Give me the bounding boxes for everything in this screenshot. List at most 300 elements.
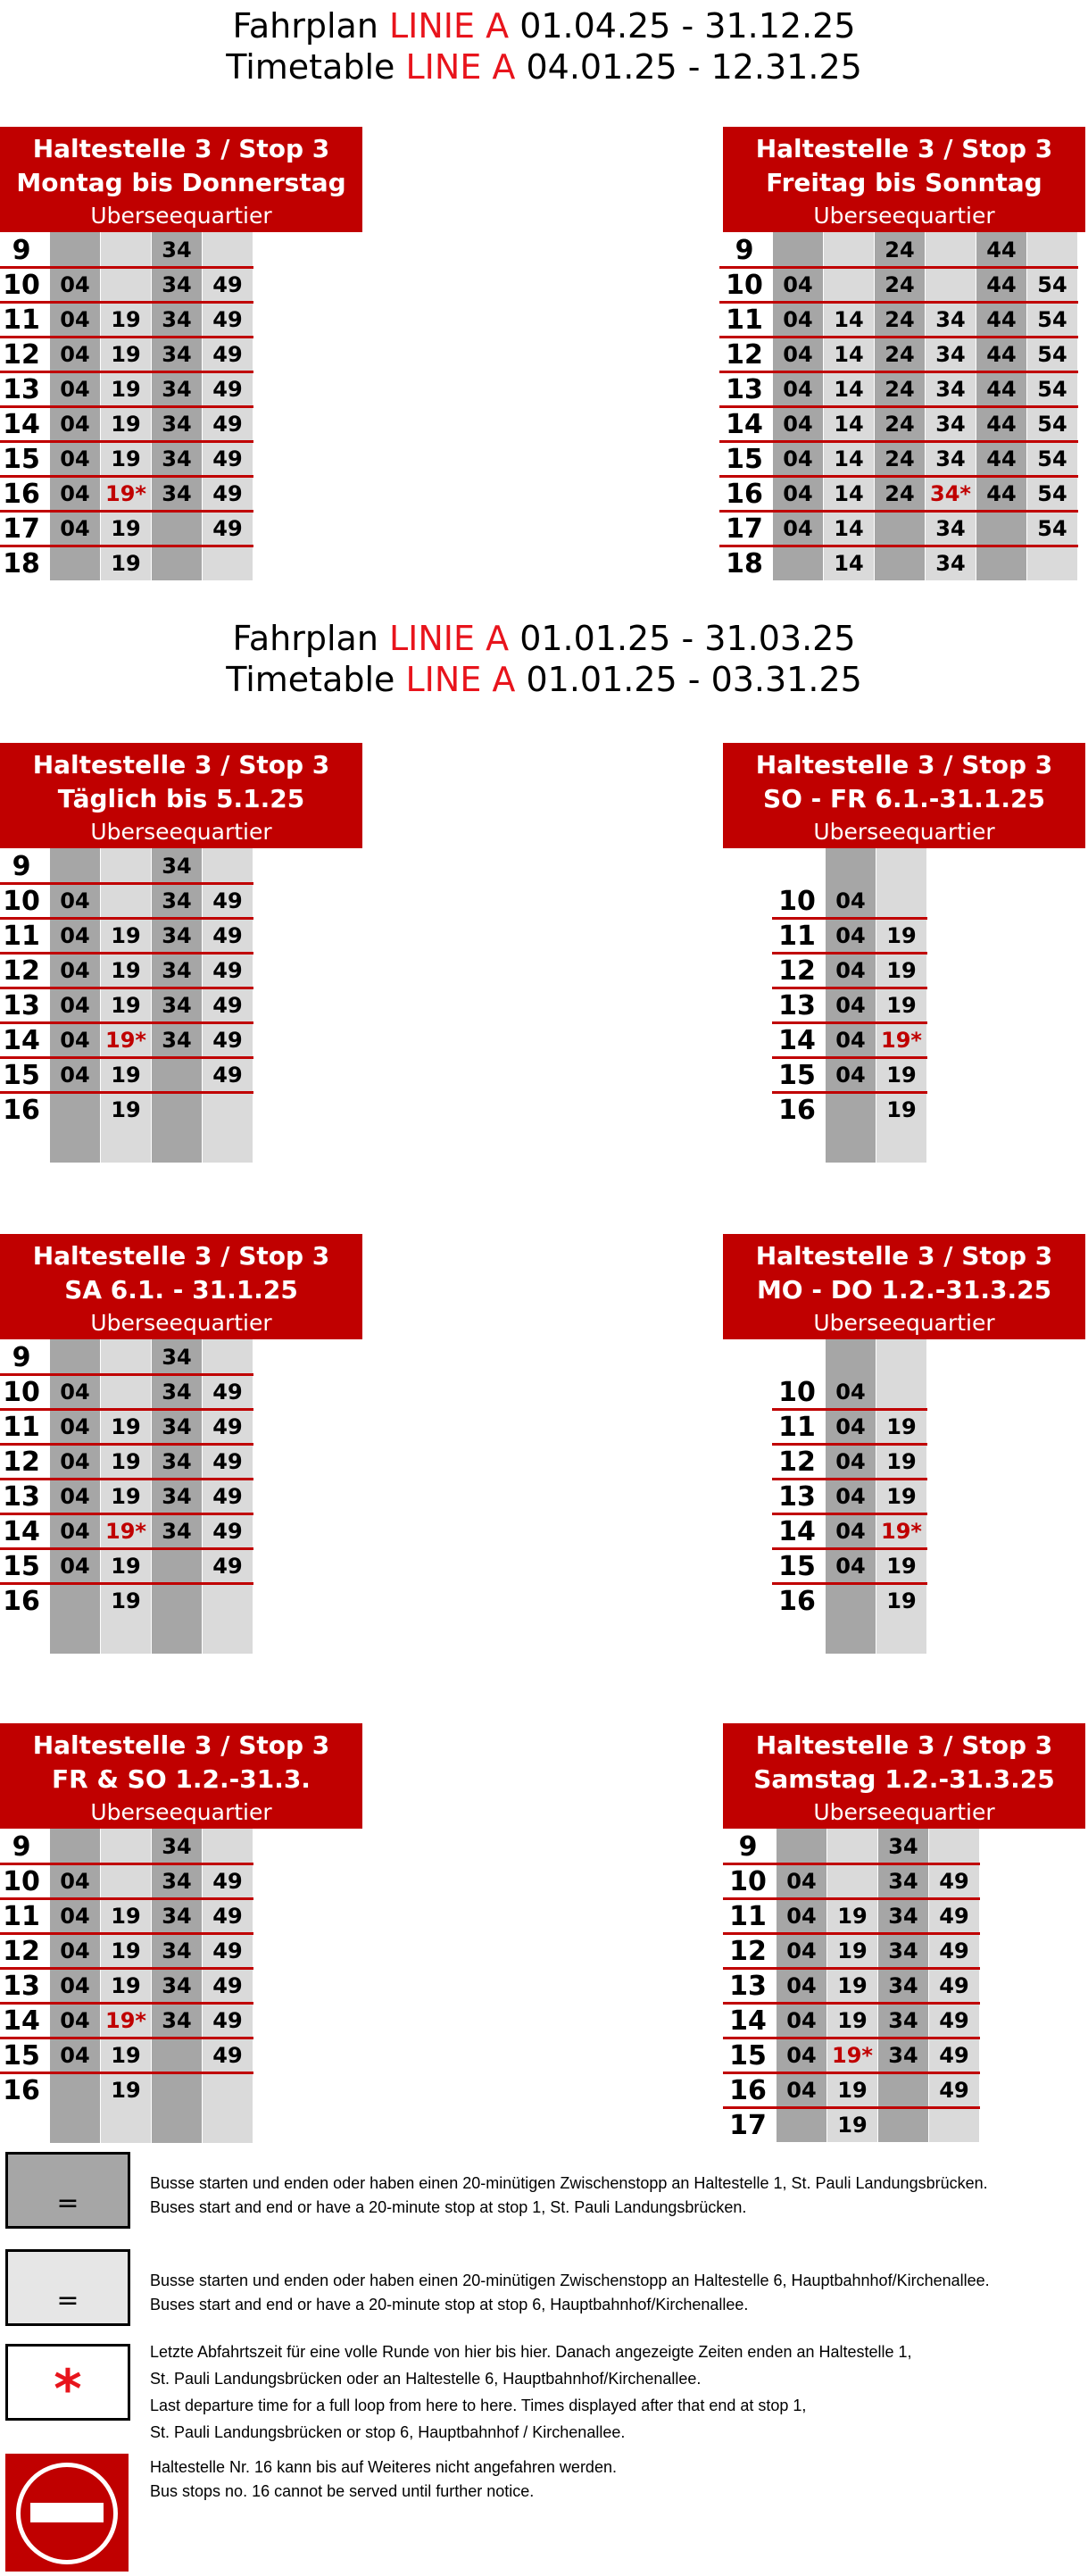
- period-1-english-dates: 04.01.25 - 12.31.25: [515, 47, 862, 87]
- hour-label: 11: [3, 1901, 40, 1932]
- departure-minute: [926, 267, 976, 302]
- last-loop-departure: 19*: [105, 1519, 146, 1544]
- last-loop-departure: 19*: [881, 1519, 922, 1544]
- hour-label: 12: [3, 1936, 40, 1967]
- departure-minute: 34: [162, 342, 192, 367]
- hour-label: 14: [3, 2005, 40, 2037]
- departure-minute: 04: [835, 1028, 866, 1053]
- period-1-english-label: Timetable: [226, 47, 406, 87]
- departure-minute: 14: [834, 377, 864, 402]
- departure-minute: 49: [212, 2008, 243, 2033]
- timetable-row: [772, 1057, 927, 1092]
- departure-minute: 19: [111, 1484, 141, 1509]
- timetable-row: [0, 511, 253, 546]
- departure-minute: [826, 1092, 876, 1127]
- departure-minute: 04: [60, 923, 90, 948]
- last-loop-departure: 34*: [930, 481, 971, 506]
- timetable-row: [0, 1022, 253, 1057]
- hour-label: 10: [778, 886, 816, 917]
- departure-minute: 49: [212, 272, 243, 297]
- asterisk-icon: *: [54, 2358, 82, 2421]
- timetable-row: [723, 2038, 980, 2072]
- hour-label: 10: [729, 1866, 767, 1897]
- hour-label: 11: [729, 1901, 767, 1932]
- departure-minute: 19: [837, 1938, 868, 1963]
- hour-label: 16: [778, 1095, 816, 1126]
- timetable-row: [0, 1057, 253, 1092]
- legend-dark-swatch: [5, 2152, 130, 2229]
- legend-star-swatch: [5, 2344, 130, 2421]
- timetable-row: [723, 2072, 980, 2107]
- departure-minute: 34: [162, 412, 192, 437]
- departure-minute: 49: [212, 342, 243, 367]
- hour-label: 16: [3, 2075, 40, 2106]
- departure-minute: [1027, 232, 1077, 267]
- service-days: Freitag bis Sonntag: [766, 168, 1042, 197]
- stop-name: Uberseequartier: [90, 1310, 272, 1336]
- departure-minute: 19: [837, 1973, 868, 1998]
- departure-minute: [1027, 546, 1077, 580]
- departure-minute: 19: [111, 1938, 141, 1963]
- departure-minute: 44: [986, 307, 1017, 332]
- timetable-row: [772, 1092, 927, 1127]
- last-loop-departure: 19*: [105, 1028, 146, 1053]
- hour-label: 15: [726, 444, 763, 475]
- departure-minute: [152, 2038, 202, 2072]
- departure-minute: 04: [835, 1554, 866, 1579]
- stop-name: Uberseequartier: [813, 1799, 995, 1825]
- departure-minute: 04: [60, 2043, 90, 2068]
- departure-minute: 19: [886, 1097, 917, 1122]
- departure-minute: 19: [886, 1414, 917, 1439]
- departure-minute: 04: [60, 1028, 90, 1053]
- hour-label: 14: [3, 409, 40, 440]
- timetable-row: [772, 1022, 927, 1057]
- departure-minute: 34: [888, 1973, 918, 1998]
- departure-minute: 14: [834, 481, 864, 506]
- period-1-english-line: LINE A: [405, 47, 516, 87]
- stop-title: Haltestelle 3 / Stop 3: [32, 750, 330, 779]
- departure-minute: 04: [60, 1380, 90, 1405]
- timetable-row: [0, 1409, 253, 1444]
- departure-minute: 34: [888, 1869, 918, 1894]
- timetable-row: [723, 1898, 980, 1933]
- departure-minute: [827, 1829, 877, 1863]
- departure-minute: 19: [111, 1973, 141, 1998]
- hour-label: 18: [726, 548, 763, 579]
- legend-dark-english: Buses start and end or have a 20-minute stop at stop 1, St. Pauli Landungsbrücken.: [150, 2198, 747, 2216]
- period-heading-2: [0, 618, 1088, 700]
- timetable-row: [0, 2038, 253, 2072]
- departure-minute: [203, 1092, 253, 1127]
- legend-dark-german: Busse starten und enden oder haben einen 20-minütigen Zwischenstopp an Haltestelle 1, St. Pauli Landungsbrücken.: [150, 2174, 988, 2192]
- stop-title: Haltestelle 3 / Stop 3: [32, 1241, 330, 1271]
- timetable-row: [0, 883, 253, 918]
- departure-minute: 04: [60, 958, 90, 983]
- hour-label: 14: [3, 1516, 40, 1547]
- departure-minute: 19: [886, 993, 917, 1018]
- hour-label: 14: [3, 1025, 40, 1056]
- hour-label: 9: [12, 235, 31, 266]
- departure-minute: [773, 232, 823, 267]
- departure-minute: [876, 883, 926, 918]
- departure-minute: 49: [212, 958, 243, 983]
- departure-minute: 34: [162, 1345, 192, 1370]
- hour-label: 10: [3, 1866, 40, 1897]
- timetable-row: [0, 2003, 253, 2038]
- departure-minute: 34: [162, 1484, 192, 1509]
- departure-minute: 54: [1037, 412, 1067, 437]
- period-2-english-line: LINE A: [405, 660, 516, 699]
- departure-minute: 34: [162, 307, 192, 332]
- departure-minute: 49: [212, 1063, 243, 1088]
- departure-minute: 34: [162, 1869, 192, 1894]
- departure-minute: 34: [162, 481, 192, 506]
- hour-label: 13: [3, 1481, 40, 1513]
- departure-minute: 19: [886, 1588, 917, 1613]
- departure-minute: 49: [212, 1519, 243, 1544]
- period-1-german-label: Fahrplan: [232, 6, 389, 46]
- timetable-row: [0, 1339, 253, 1374]
- timetable-row: [719, 337, 1078, 371]
- timetable-row: [772, 1409, 927, 1444]
- departure-minute: 34: [162, 1414, 192, 1439]
- timetable-row: [772, 918, 927, 953]
- timetable-row: [0, 1829, 253, 1863]
- timetable-row: [0, 302, 253, 337]
- no-entry-bar: [30, 2503, 104, 2522]
- departure-minute: 49: [212, 1869, 243, 1894]
- no-entry-icon: [5, 2454, 129, 2572]
- departure-minute: 34: [935, 342, 966, 367]
- timetable-row: [772, 1479, 927, 1513]
- departure-minute: 04: [60, 1973, 90, 1998]
- departure-minute: 04: [60, 1449, 90, 1474]
- departure-minute: [203, 546, 253, 580]
- hour-label: 12: [3, 955, 40, 987]
- service-days: Montag bis Donnerstag: [16, 168, 346, 197]
- departure-minute: 34: [162, 272, 192, 297]
- departure-minute: 19: [886, 958, 917, 983]
- timetable-header: [0, 1723, 362, 1829]
- departure-minute: 44: [986, 412, 1017, 437]
- timetable-row: [0, 337, 253, 371]
- departure-minute: 04: [60, 2008, 90, 2033]
- timetable-header: [723, 127, 1085, 232]
- timetable-row: [0, 1479, 253, 1513]
- departure-minute: [50, 1583, 100, 1618]
- departure-minute: 24: [885, 272, 915, 297]
- departure-minute: 04: [60, 1869, 90, 1894]
- period-heading-1: [0, 5, 1088, 88]
- departure-minute: [203, 1829, 253, 1863]
- departure-minute: 49: [212, 1380, 243, 1405]
- departure-minute: 04: [835, 1484, 866, 1509]
- departure-minute: 49: [212, 1484, 243, 1509]
- hour-label: 11: [3, 304, 40, 336]
- timetable-header: [723, 1234, 1085, 1339]
- departure-minute: 14: [834, 446, 864, 471]
- departure-minute: 34: [162, 923, 192, 948]
- timetable-row: [0, 1863, 253, 1898]
- departure-minute: 49: [212, 516, 243, 541]
- hour-label: 12: [726, 339, 763, 371]
- legend-light-german: Busse starten und enden oder haben einen 20-minütigen Zwischenstopp an Haltestelle 6, Hauptbahnhof/Kirchenallee.: [150, 2272, 990, 2289]
- stop-name: Uberseequartier: [90, 203, 272, 229]
- departure-minute: 19: [886, 1554, 917, 1579]
- departure-minute: 49: [212, 1554, 243, 1579]
- departure-minute: 34: [935, 446, 966, 471]
- departure-minute: 19: [111, 1097, 141, 1122]
- hour-label: 11: [3, 1412, 40, 1443]
- timetable-row: [0, 953, 253, 988]
- legend-light-english: Buses start and end or have a 20-minute stop at stop 6, Hauptbahnhof/Kirchenallee.: [150, 2296, 749, 2313]
- legend-star-line-2: St. Pauli Landungsbrücken oder an Haltestelle 6, Hauptbahnhof/Kirchenallee.: [150, 2370, 702, 2388]
- departure-minute: [101, 267, 151, 302]
- legend-noentry-text: [150, 2455, 1078, 2504]
- timetable-row: [723, 1863, 980, 1898]
- departure-minute: 19: [111, 993, 141, 1018]
- last-loop-departure: 19*: [105, 481, 146, 506]
- service-days: MO - DO 1.2.-31.3.25: [756, 1275, 1052, 1305]
- departure-minute: 04: [786, 2008, 817, 2033]
- departure-minute: 04: [835, 923, 866, 948]
- departure-minute: 34: [162, 1834, 192, 1859]
- departure-minute: 49: [212, 446, 243, 471]
- departure-minute: [152, 2072, 202, 2107]
- period-2-german: [0, 618, 1088, 659]
- departure-minute: 34: [935, 412, 966, 437]
- timetable-box-fri-sun-feb-mar: [0, 1723, 362, 2106]
- departure-minute: 34: [162, 958, 192, 983]
- departure-minute: [101, 1339, 151, 1374]
- departure-minute: [777, 1829, 826, 1863]
- hour-label: 13: [778, 1481, 816, 1513]
- departure-minute: [926, 232, 976, 267]
- departure-minute: 44: [986, 342, 1017, 367]
- departure-minute: 19: [111, 1449, 141, 1474]
- departure-minute: [773, 546, 823, 580]
- departure-minute: 24: [885, 342, 915, 367]
- hour-label: 13: [729, 1971, 767, 2002]
- departure-minute: 54: [1037, 272, 1067, 297]
- departure-minute: 19: [111, 1554, 141, 1579]
- departure-minute: 04: [60, 1484, 90, 1509]
- hour-label: 17: [3, 513, 40, 545]
- timetable-row: [0, 1548, 253, 1583]
- timetable-row: [0, 1374, 253, 1409]
- departure-minute: 49: [939, 2043, 969, 2068]
- hour-label: 10: [726, 270, 763, 301]
- timetable-header: [0, 1234, 362, 1339]
- departure-minute: 04: [835, 1063, 866, 1088]
- departure-minute: 49: [212, 888, 243, 913]
- departure-minute: [101, 848, 151, 883]
- departure-minute: 19: [886, 1063, 917, 1088]
- timetable-row: [772, 1513, 927, 1548]
- timetable-row: [0, 371, 253, 406]
- hour-label: 11: [3, 921, 40, 952]
- departure-minute: [875, 511, 925, 546]
- departure-minute: 19: [837, 1904, 868, 1929]
- departure-minute: 04: [60, 481, 90, 506]
- departure-minute: 49: [212, 377, 243, 402]
- departure-minute: 04: [60, 377, 90, 402]
- period-1-german-dates: 01.04.25 - 31.12.25: [509, 6, 856, 46]
- legend-dark-equals: =: [56, 2188, 79, 2219]
- last-loop-departure: 19*: [832, 2043, 873, 2068]
- departure-minute: 04: [60, 307, 90, 332]
- departure-minute: 49: [939, 2078, 969, 2103]
- legend-star-line-1: Letzte Abfahrtszeit für eine volle Runde von hier bis hier. Danach angezeigte Zeiten enden an Haltestelle 1,: [150, 2343, 912, 2361]
- legend-noentry-english: Bus stops no. 16 cannot be served until further notice.: [150, 2482, 535, 2500]
- timetable-box-sun-fri-jan: [723, 743, 1085, 1126]
- departure-minute: 04: [835, 1414, 866, 1439]
- departure-minute: [824, 232, 874, 267]
- departure-minute: 49: [212, 2043, 243, 2068]
- hour-label: 13: [3, 1971, 40, 2002]
- timetable-row: [0, 1513, 253, 1548]
- departure-minute: 34: [162, 1938, 192, 1963]
- timetable-row: [772, 988, 927, 1022]
- stop-title: Haltestelle 3 / Stop 3: [755, 1730, 1053, 1760]
- departure-minute: 44: [986, 481, 1017, 506]
- timetable-row: [0, 988, 253, 1022]
- departure-minute: 04: [60, 342, 90, 367]
- timetable-row: [772, 1444, 927, 1479]
- departure-minute: [876, 1374, 926, 1409]
- departure-minute: 19: [837, 2008, 868, 2033]
- departure-minute: 19: [886, 923, 917, 948]
- timetable-row: [0, 2072, 253, 2107]
- departure-minute: 04: [60, 1063, 90, 1088]
- departure-minute: 49: [939, 1973, 969, 1998]
- departure-minute: 54: [1037, 377, 1067, 402]
- timetable-row: [0, 546, 253, 580]
- hour-label: 16: [3, 1586, 40, 1617]
- period-2-german-label: Fahrplan: [232, 619, 389, 658]
- timetable-row: [772, 953, 927, 988]
- departure-minute: [50, 2072, 100, 2107]
- departure-minute: [976, 511, 1026, 546]
- timetable-row: [719, 232, 1078, 267]
- legend-star-line-3: Last departure time for a full loop from here to here. Times displayed after that end at stop 1,: [150, 2397, 807, 2414]
- stop-name: Uberseequartier: [813, 203, 995, 229]
- timetable-row: [723, 1968, 980, 2003]
- departure-minute: 04: [835, 1449, 866, 1474]
- departure-minute: 04: [60, 993, 90, 1018]
- departure-minute: [101, 1829, 151, 1863]
- departure-minute: 04: [60, 1904, 90, 1929]
- hour-label: 13: [3, 990, 40, 1021]
- departure-minute: 04: [60, 446, 90, 471]
- departure-minute: 24: [885, 481, 915, 506]
- departure-minute: 19: [111, 958, 141, 983]
- legend-star-line-4: St. Pauli Landungsbrücken or stop 6, Hauptbahnhof / Kirchenallee.: [150, 2423, 626, 2441]
- departure-minute: 34: [888, 2043, 918, 2068]
- departure-minute: [50, 1339, 100, 1374]
- period-2-english: [0, 659, 1088, 700]
- departure-minute: 19: [111, 551, 141, 576]
- stop-name: Uberseequartier: [813, 1310, 995, 1336]
- service-days: Samstag 1.2.-31.3.25: [753, 1764, 1055, 1794]
- timetable-header: [723, 743, 1085, 848]
- departure-minute: 49: [212, 1973, 243, 1998]
- departure-minute: 49: [212, 481, 243, 506]
- departure-minute: 54: [1037, 481, 1067, 506]
- departure-minute: 04: [835, 993, 866, 1018]
- timetable-row: [0, 848, 253, 883]
- timetable-box-mon-thu-feb-mar: [723, 1234, 1085, 1617]
- departure-minute: 04: [783, 272, 813, 297]
- timetable-row: [0, 441, 253, 476]
- timetable-row: [0, 1898, 253, 1933]
- timetable-row: [772, 883, 927, 918]
- timetable-header: [0, 127, 362, 232]
- departure-minute: [101, 1374, 151, 1409]
- departure-minute: 34: [162, 1028, 192, 1053]
- departure-minute: [929, 1829, 979, 1863]
- timetable-box-sat-feb-mar: [723, 1723, 1085, 2141]
- departure-minute: 04: [783, 342, 813, 367]
- timetable-row: [772, 1548, 927, 1583]
- departure-minute: 49: [212, 1904, 243, 1929]
- departure-minute: 34: [162, 377, 192, 402]
- departure-minute: 34: [888, 1904, 918, 1929]
- departure-minute: 34: [162, 854, 192, 879]
- departure-minute: [152, 1548, 202, 1583]
- timetable-row: [0, 1933, 253, 1968]
- departure-minute: [976, 546, 1026, 580]
- timetable-header: [0, 743, 362, 848]
- departure-minute: 19: [837, 2078, 868, 2103]
- departure-minute: [878, 2107, 928, 2142]
- period-1-german: [0, 5, 1088, 46]
- timetable-row: [0, 1092, 253, 1127]
- timetable-row: [723, 2003, 980, 2038]
- departure-minute: 44: [986, 238, 1017, 263]
- service-days: SO - FR 6.1.-31.1.25: [762, 784, 1046, 813]
- hour-label: 10: [3, 1377, 40, 1408]
- hour-label: 11: [778, 921, 816, 952]
- departure-minute: 19: [111, 342, 141, 367]
- departure-minute: 19: [111, 2078, 141, 2103]
- departure-minute: 19: [111, 307, 141, 332]
- hour-label: 12: [3, 1446, 40, 1478]
- timetable-row: [772, 1374, 927, 1409]
- departure-minute: [826, 1583, 876, 1618]
- departure-minute: [878, 2072, 928, 2107]
- service-days: FR & SO 1.2.-31.3.: [52, 1764, 311, 1794]
- stop-name: Uberseequartier: [90, 1799, 272, 1825]
- departure-minute: 34: [162, 993, 192, 1018]
- stop-name: Uberseequartier: [813, 819, 995, 845]
- departure-minute: [203, 1339, 253, 1374]
- stop-title: Haltestelle 3 / Stop 3: [755, 134, 1053, 163]
- timetable-row: [0, 1444, 253, 1479]
- last-loop-departure: 19*: [105, 2008, 146, 2033]
- hour-label: 16: [3, 1095, 40, 1126]
- legend-noentry-german: Haltestelle Nr. 16 kann bis auf Weiteres nicht angefahren werden.: [150, 2458, 617, 2476]
- hour-label: 15: [3, 1060, 40, 1091]
- hour-label: 15: [778, 1551, 816, 1582]
- departure-minute: [152, 511, 202, 546]
- timetable-row: [719, 546, 1078, 580]
- departure-minute: [50, 232, 100, 267]
- hour-label: 11: [726, 304, 763, 336]
- departure-minute: 04: [60, 1414, 90, 1439]
- departure-minute: 04: [835, 888, 866, 913]
